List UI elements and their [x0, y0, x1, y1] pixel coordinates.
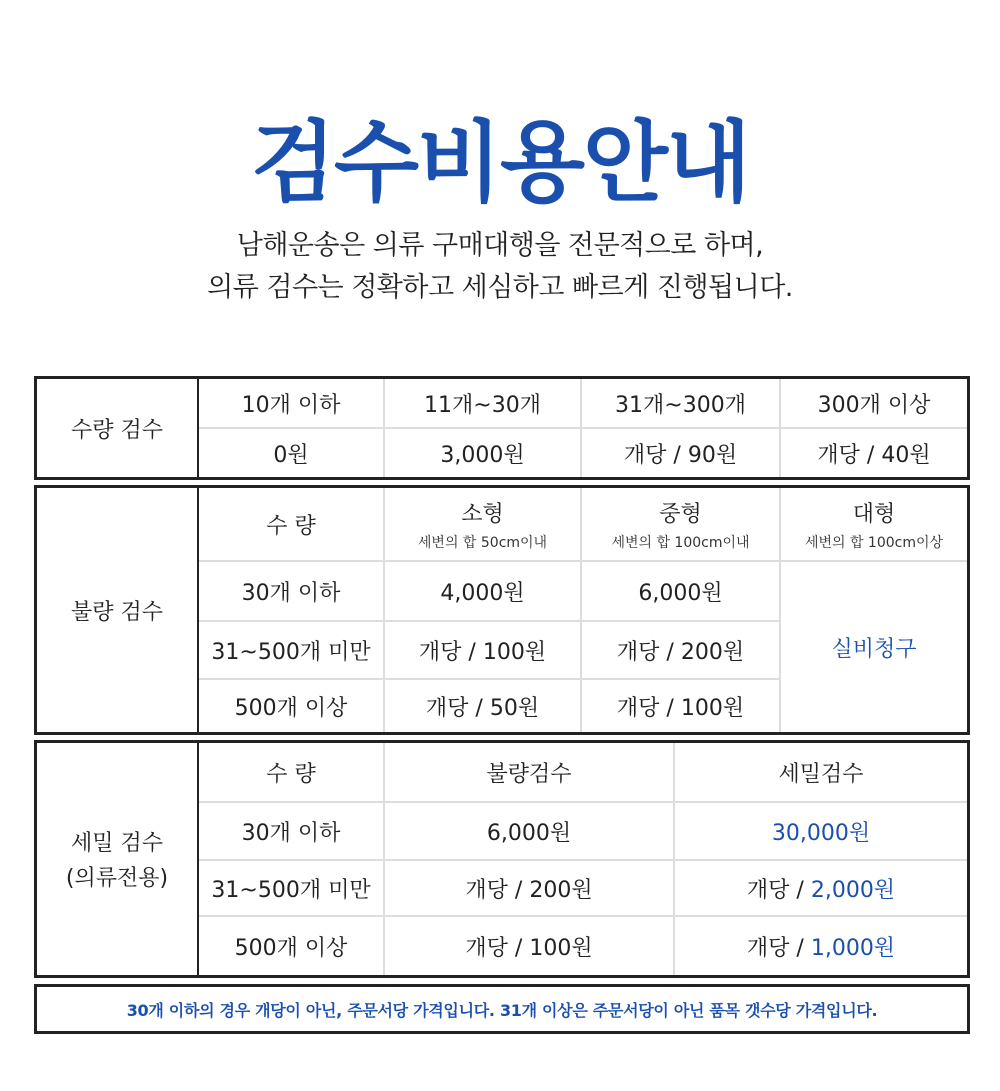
size-header-large [781, 488, 967, 560]
defect-qty: 31~500개 미만 [211, 639, 371, 665]
defect-medium-price: 6,000원 [638, 580, 723, 606]
col-defect-header: 불량검수 [486, 761, 572, 787]
subtitle-line-1: 남해운송은 의류 구매대행을 전문적으로 하며, [236, 230, 764, 261]
quantity-price: 3,000원 [440, 442, 525, 468]
defect-small-price: 4,000원 [440, 580, 525, 606]
quantity-price: 0원 [273, 442, 309, 468]
size-desc: 세변의 합 50cm이내 [417, 534, 548, 551]
defect-qty: 30개 이하 [241, 580, 341, 606]
detail-price-value: 2,000원 [810, 877, 896, 903]
detail-price-value: 30,000원 [771, 820, 871, 846]
size-name: 중형 [659, 501, 702, 527]
size-name: 대형 [852, 501, 896, 527]
defect-medium-price: 개당 / 100원 [616, 695, 745, 721]
detail-qty: 500개 이상 [234, 935, 348, 961]
col-detail-header: 세밀검수 [778, 761, 864, 787]
quantity-tier: 31개~300개 [615, 392, 746, 418]
size-header-medium [582, 488, 779, 560]
page-title: 검수비용안내 [250, 111, 750, 214]
defect-large-price: 실비청구 [831, 636, 917, 662]
quantity-tier: 11개~30개 [424, 392, 541, 418]
defect-small-price: 개당 / 50원 [425, 695, 540, 721]
size-desc: 세변의 합 100cm이내 [611, 534, 750, 551]
size-name: 소형 [461, 501, 504, 527]
detail-price-cell [675, 803, 967, 859]
size-desc: 세변의 합 100cm이상 [804, 534, 944, 551]
detail-qty: 30개 이하 [241, 820, 341, 846]
defect-medium-price: 개당 / 200원 [616, 639, 745, 665]
defect-inspection-label: 불량 검수 [70, 599, 163, 625]
quantity-price: 개당 / 40원 [817, 442, 931, 468]
detail-price-cell [675, 861, 967, 915]
detail-inspection-label [37, 743, 197, 975]
detail-price-prefix: 개당 / [746, 935, 811, 961]
quantity-tier: 300개 이상 [817, 392, 931, 418]
detail-price-value: 1,000원 [810, 935, 896, 961]
detail-label-line1: 세밀 검수 [70, 831, 163, 856]
size-header-small [385, 488, 580, 560]
quantity-inspection-table [34, 376, 970, 480]
detail-defect-price: 개당 / 100원 [465, 935, 593, 961]
qty-header: 수 량 [266, 761, 316, 787]
qty-header: 수 량 [266, 513, 316, 539]
quantity-tier: 10개 이하 [241, 392, 341, 418]
quantity-inspection-label: 수량 검수 [70, 417, 163, 443]
detail-defect-price: 개당 / 200원 [465, 877, 593, 903]
detail-label-line2: (의류전용) [65, 866, 169, 891]
detail-defect-price: 6,000원 [486, 820, 572, 846]
detail-price-cell [675, 917, 967, 975]
defect-qty: 500개 이상 [234, 695, 348, 721]
quantity-price: 개당 / 90원 [623, 442, 738, 468]
defect-small-price: 개당 / 100원 [418, 639, 547, 665]
defect-inspection-table [34, 485, 970, 735]
footer-note: 30개 이하의 경우 개당이 아닌, 주문서당 가격입니다. 31개 이상은 주문서당이 아닌 품목 갯수당 가격입니다. [34, 984, 970, 1034]
detail-inspection-table [34, 740, 970, 978]
detail-qty: 31~500개 미만 [211, 877, 371, 903]
subtitle-line-2: 의류 검수는 정확하고 세심하고 빠르게 진행됩니다. [207, 272, 793, 303]
detail-price-prefix: 개당 / [746, 877, 811, 903]
